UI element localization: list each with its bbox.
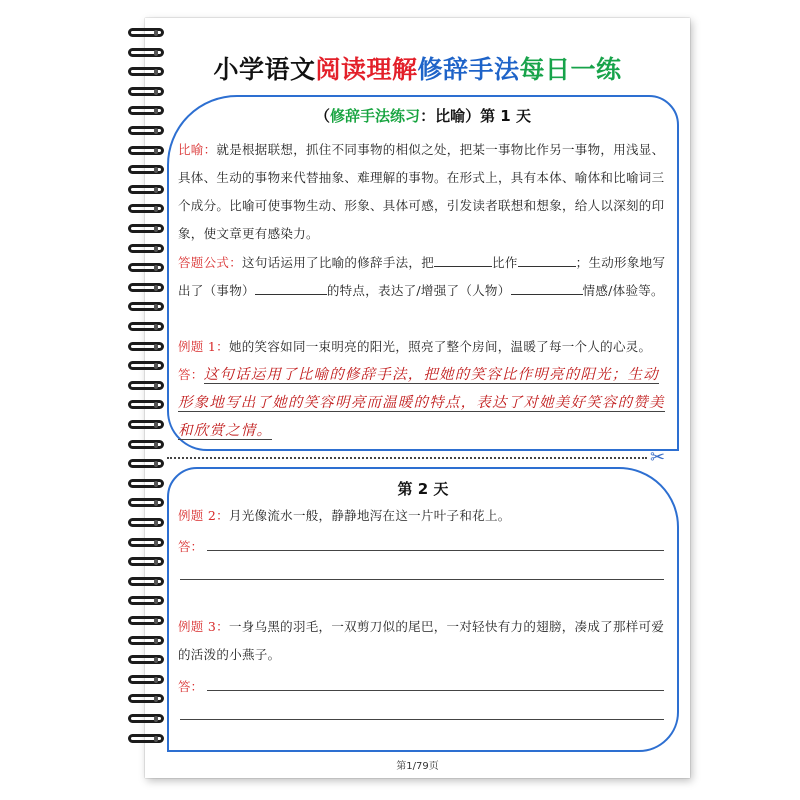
example-2-label: 例题 2： <box>178 508 229 523</box>
binding-ring <box>128 636 164 645</box>
binding-ring <box>128 146 164 155</box>
example-3 <box>178 613 673 669</box>
binding-ring <box>128 557 164 566</box>
example-1-answer <box>178 361 673 445</box>
binding-ring <box>128 459 164 468</box>
page-title <box>145 50 690 86</box>
formula-blank-3[interactable] <box>255 281 327 295</box>
formula-blank-1[interactable] <box>434 253 492 267</box>
example-1 <box>178 333 673 361</box>
example-1-text: 她的笑容如同一束明亮的阳光，照亮了整个房间，温暖了每一个人的心灵。 <box>228 339 652 354</box>
example-1-answer-label: 答： <box>178 367 204 382</box>
binding-ring <box>128 596 164 605</box>
cut-line <box>167 457 647 459</box>
formula-part-4: 的特点，表达了/增强了（人物） <box>326 283 511 298</box>
binding-ring <box>128 734 164 743</box>
example-3-answer-line-2[interactable] <box>180 719 664 720</box>
binding-ring <box>128 87 164 96</box>
page-number: 第1/79页 <box>396 761 439 772</box>
binding-ring <box>128 400 164 409</box>
example-2 <box>178 502 673 530</box>
title-part-2: 阅读理解 <box>315 55 418 84</box>
example-1-label: 例题 1： <box>178 339 229 354</box>
scissors-icon: ✂ <box>650 447 666 468</box>
day2-heading: 第 2 天 <box>397 480 449 498</box>
spiral-binding <box>128 28 168 768</box>
binding-ring <box>128 361 164 370</box>
formula-part-1: 这句话运用了比喻的修辞手法，把 <box>242 255 435 270</box>
binding-ring <box>128 420 164 429</box>
binding-ring <box>128 165 164 174</box>
formula-part-5: 情感/体验等。 <box>582 283 664 298</box>
binding-ring <box>128 263 164 272</box>
definition-text: 就是根据联想，抓住不同事物的相似之处，把某一事物比作另一事物，用浅显、具体、生动的事物来代替抽象、难理解的事物。在形式上，具有本体、喻体和比喻词三个成分。比喻可使事物生动、形象、具体可感，引发读者联想和想象，给人以深刻的印象，使文章更有感染力。 <box>178 142 665 241</box>
binding-ring <box>128 498 164 507</box>
binding-ring <box>128 381 164 390</box>
day1-heading-open: （ <box>315 107 331 125</box>
definition-paragraph <box>178 136 673 248</box>
binding-ring <box>128 342 164 351</box>
binding-ring <box>128 244 164 253</box>
definition-label: 比喻： <box>178 142 217 157</box>
example-1-answer-text: 这句话运用了比喻的修辞手法，把她的笑容比作明亮的阳光；生动形象地写出了她的笑容明亮而温暖的特点，表达了对她美好笑容的赞美和欣赏之情。 <box>178 367 665 439</box>
example-3-label: 例题 3： <box>178 619 229 634</box>
binding-ring <box>128 302 164 311</box>
binding-ring <box>128 518 164 527</box>
day1-heading <box>167 105 679 126</box>
binding-ring <box>128 479 164 488</box>
binding-ring <box>128 440 164 449</box>
binding-ring <box>128 185 164 194</box>
example-3-answer-label: 答： <box>178 679 204 694</box>
formula-blank-4[interactable] <box>511 281 583 295</box>
example-2-answer-label: 答： <box>178 539 204 554</box>
formula-paragraph <box>178 249 673 305</box>
formula-part-3: ；生动形象地写出了（事物） <box>178 255 666 298</box>
title-part-3: 修辞手法 <box>417 55 520 84</box>
binding-ring <box>128 322 164 331</box>
example-2-answer-line-2[interactable] <box>180 579 664 580</box>
binding-ring <box>128 106 164 115</box>
formula-blank-2[interactable] <box>518 253 576 267</box>
binding-ring <box>128 538 164 547</box>
binding-ring <box>128 224 164 233</box>
binding-ring <box>128 675 164 684</box>
binding-ring <box>128 204 164 213</box>
title-part-4: 每日一练 <box>519 55 622 84</box>
binding-ring <box>128 616 164 625</box>
example-2-text: 月光像流水一般，静静地泻在这一片叶子和花上。 <box>228 508 511 523</box>
example-2-answer-line-1[interactable] <box>207 550 664 551</box>
day1-heading-topic: 修辞手法练习 <box>330 107 421 125</box>
title-part-1: 小学语文 <box>213 55 316 84</box>
day1-heading-rest: ：比喻）第 1 天 <box>420 107 531 125</box>
binding-ring <box>128 28 164 37</box>
binding-ring <box>128 283 164 292</box>
binding-ring <box>128 126 164 135</box>
formula-label: 答题公式： <box>178 255 243 270</box>
binding-ring <box>128 714 164 723</box>
example-3-answer-line-1[interactable] <box>207 690 664 691</box>
binding-ring <box>128 655 164 664</box>
binding-ring <box>128 577 164 586</box>
example-3-text: 一身乌黑的羽毛，一双剪刀似的尾巴，一对轻快有力的翅膀，凑成了那样可爱的活泼的小燕子。 <box>178 619 665 662</box>
binding-ring <box>128 694 164 703</box>
formula-part-2: 比作 <box>492 255 518 270</box>
